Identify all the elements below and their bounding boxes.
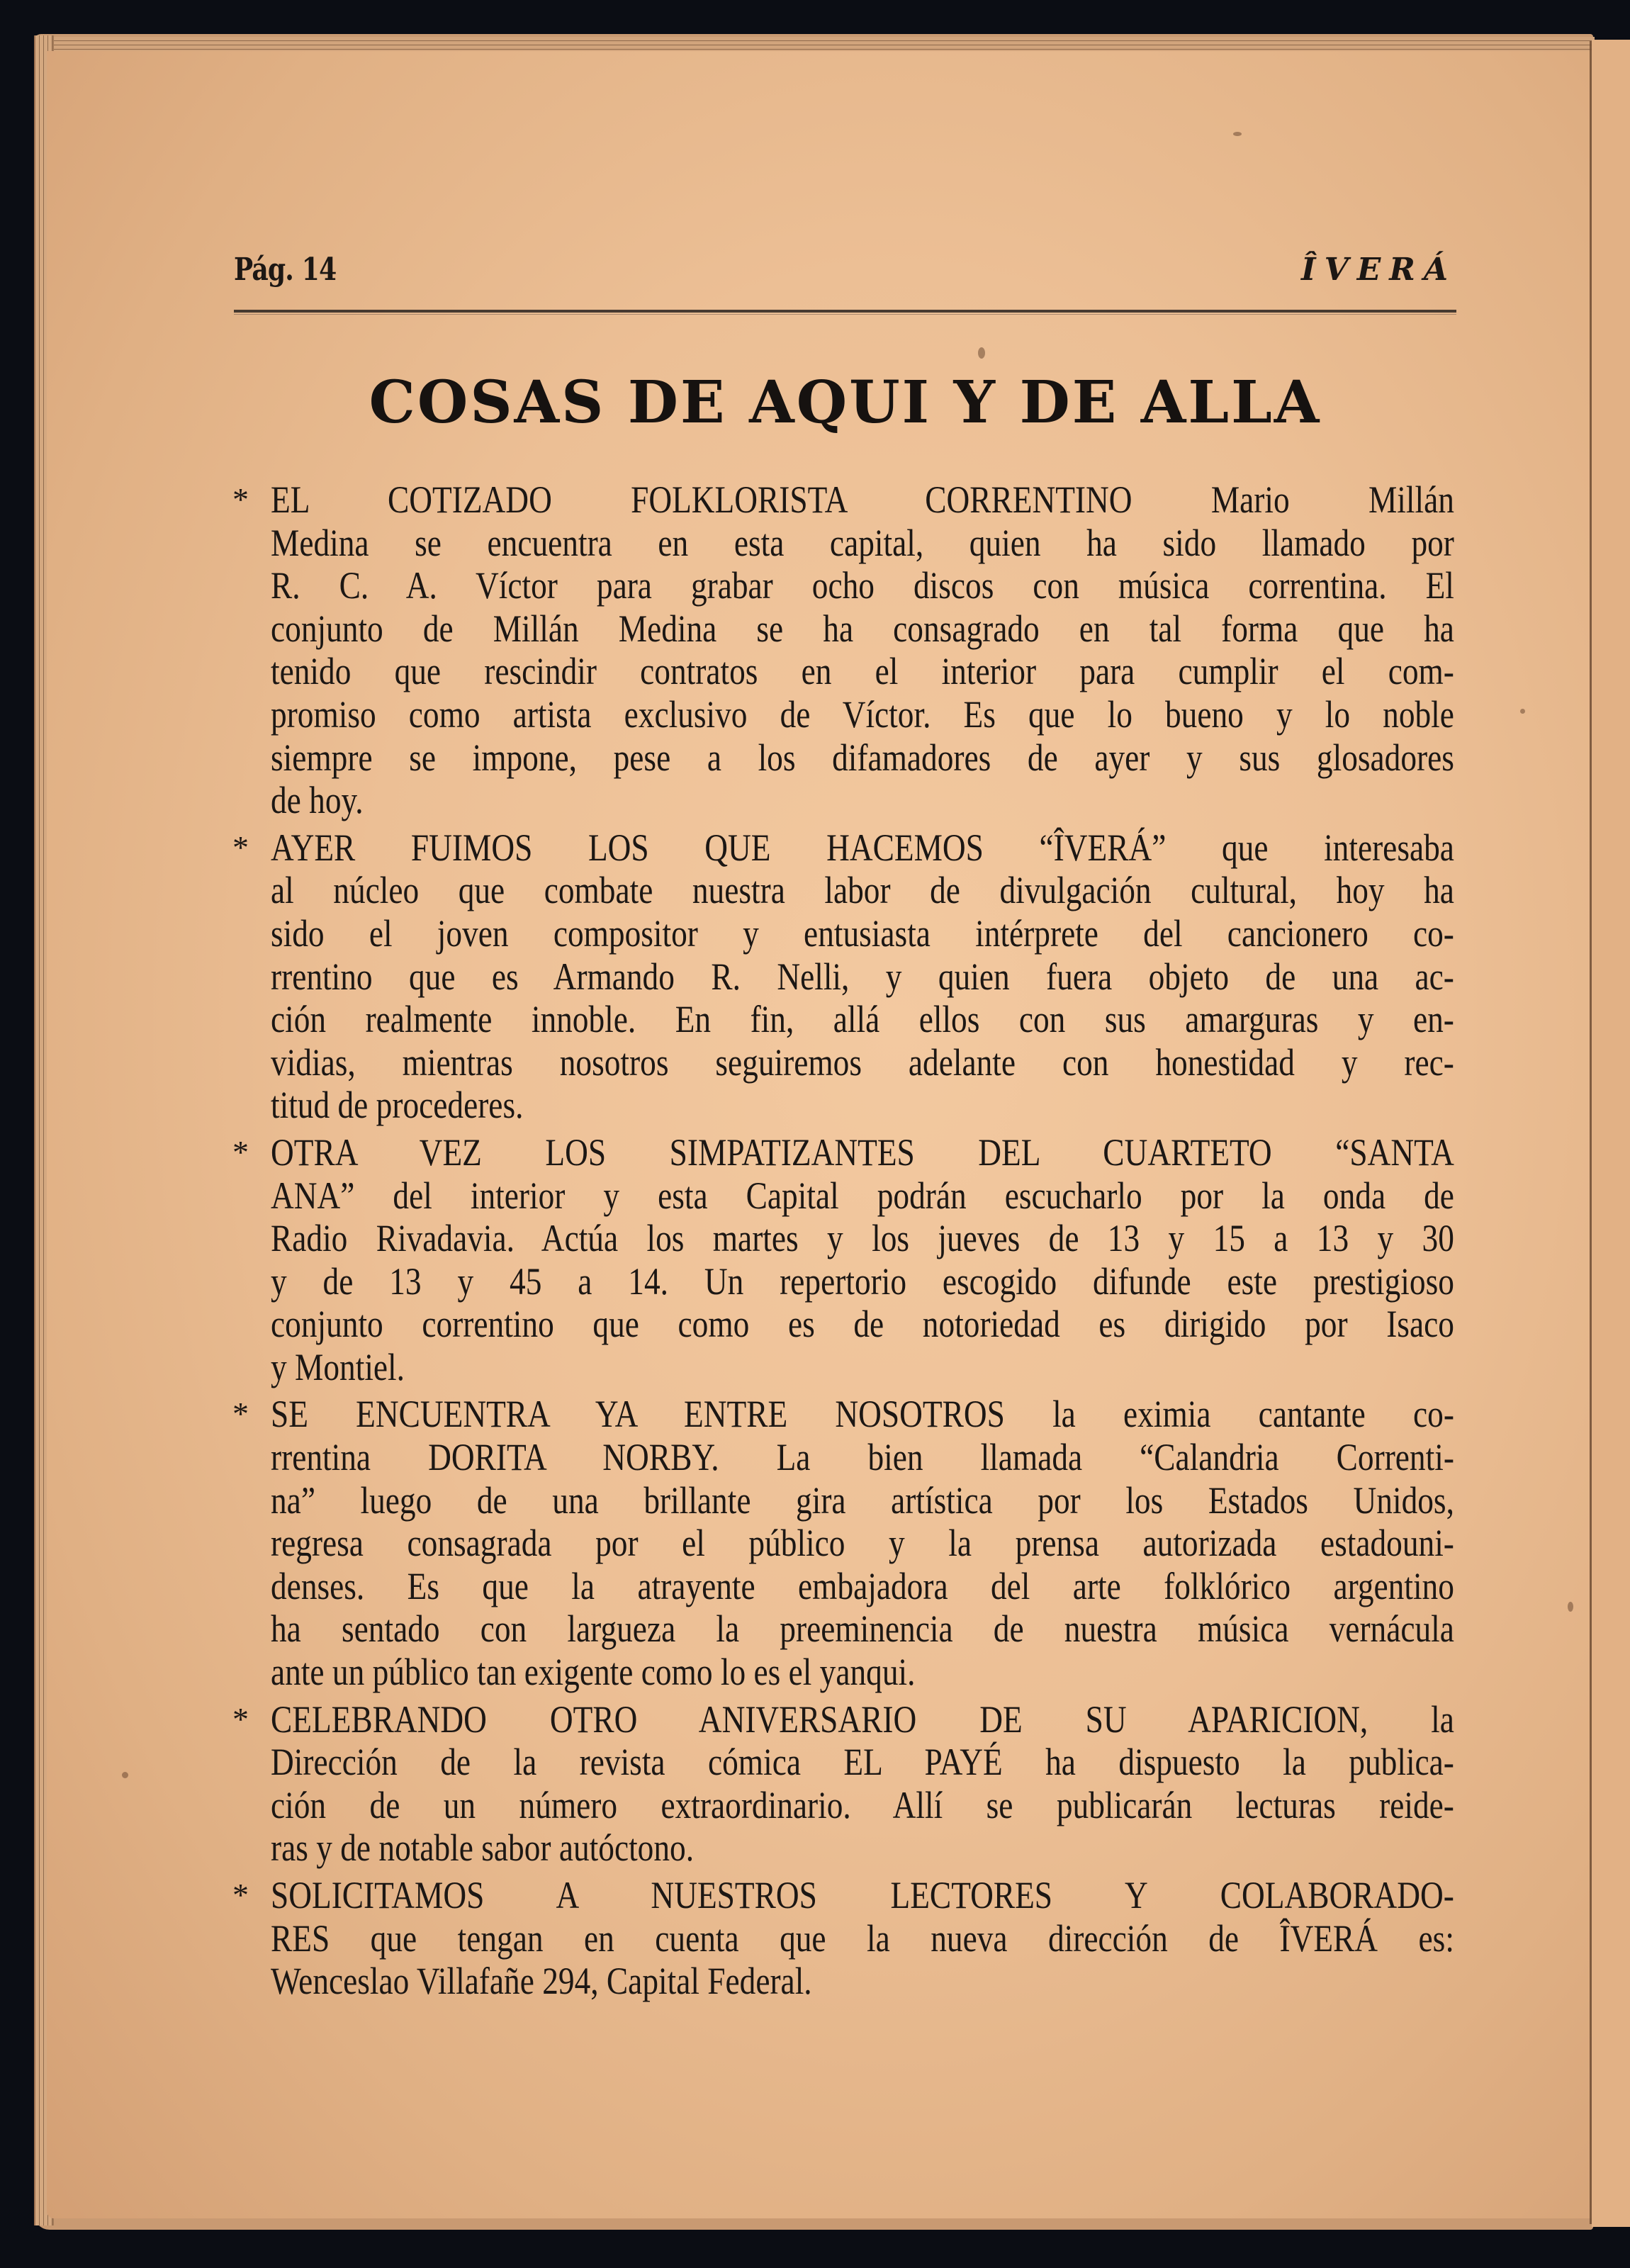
text-line: EL COTIZADO FOLKLORISTA CORRENTINO Mario Millán bbox=[271, 478, 1454, 521]
paper-speck bbox=[122, 1772, 128, 1778]
asterisk-bullet-icon: * bbox=[232, 481, 249, 517]
page-number: Pág. 14 bbox=[234, 252, 337, 288]
page-top-edge bbox=[43, 37, 1595, 51]
news-item bbox=[234, 1131, 1456, 1389]
paper-speck bbox=[1568, 1602, 1573, 1612]
asterisk-bullet-icon: * bbox=[232, 1133, 249, 1170]
text-line: ción de un número extraordinario. Allí se publicarán lecturas reide- bbox=[271, 1783, 1454, 1826]
text-line: Medina se encuentra en esta capital, quien ha sido llamado por bbox=[271, 521, 1454, 564]
text-line: ANA” del interior y esta Capital podrán escucharlo por la onda de bbox=[271, 1174, 1454, 1217]
text-line: y Montiel. bbox=[271, 1345, 405, 1388]
text-line: regresa consagrada por el público y la prensa autorizada estadouni- bbox=[271, 1522, 1454, 1565]
news-item bbox=[234, 1874, 1456, 2003]
news-item bbox=[234, 1698, 1456, 1870]
text-line: OTRA VEZ LOS SIMPATIZANTES DEL CUARTETO “SANTA bbox=[271, 1130, 1454, 1174]
article-body bbox=[234, 478, 1456, 2007]
text-line: SE ENCUENTRA YA ENTRE NOSOTROS la eximia cantante co- bbox=[271, 1393, 1454, 1436]
header-rule bbox=[234, 310, 1456, 313]
text-line: sido el joven compositor y entusiasta intérprete del cancionero co- bbox=[271, 911, 1454, 955]
paper-speck bbox=[978, 347, 985, 359]
asterisk-bullet-icon: * bbox=[232, 1877, 249, 1913]
text-line: rrentina DORITA NORBY. La bien llamada “Calandria Correnti- bbox=[271, 1436, 1454, 1479]
paper-speck bbox=[1520, 709, 1525, 714]
masthead: ÎVERÁ bbox=[1301, 252, 1456, 288]
text-line: AYER FUIMOS LOS QUE HACEMOS “ÎVERÁ” que interesaba bbox=[271, 826, 1454, 869]
text-line: CELEBRANDO OTRO ANIVERSARIO DE SU APARICION, la bbox=[271, 1697, 1454, 1741]
text-line: Dirección de la revista cómica EL PAYÉ ha dispuesto la publica- bbox=[271, 1741, 1454, 1784]
news-item bbox=[234, 826, 1456, 1127]
text-line: conjunto correntino que como es de notoriedad es dirigido por Isaco bbox=[271, 1303, 1454, 1346]
asterisk-bullet-icon: * bbox=[232, 829, 249, 865]
text-line: ras y de notable sabor autóctono. bbox=[271, 1826, 695, 1870]
text-line: rrentino que es Armando R. Nelli, y quien fuera objeto de una ac- bbox=[271, 955, 1454, 998]
text-line: y de 13 y 45 a 14. Un repertorio escogido difunde este prestigioso bbox=[271, 1259, 1454, 1303]
news-item bbox=[234, 478, 1456, 822]
article-title: COSAS DE AQUI Y DE ALLA bbox=[369, 369, 1322, 437]
asterisk-bullet-icon: * bbox=[232, 1700, 249, 1737]
text-line: ha sentado con largueza la preeminencia de nuestra música vernácula bbox=[271, 1607, 1454, 1651]
news-item bbox=[234, 1393, 1456, 1693]
text-line: RES que tengan en cuenta que la nueva dirección de ÎVERÁ es: bbox=[271, 1916, 1454, 1960]
page-content bbox=[232, 252, 1456, 2003]
text-line: promiso como artista exclusivo de Víctor. Es que lo bueno y lo noble bbox=[271, 692, 1454, 736]
text-line: conjunto de Millán Medina se ha consagrado en tal forma que ha bbox=[271, 607, 1454, 650]
text-line: ante un público tan exigente como lo es el yanqui. bbox=[271, 1651, 916, 1694]
running-header bbox=[234, 252, 1456, 301]
paper-speck bbox=[1233, 132, 1242, 136]
next-page-edge bbox=[1592, 40, 1630, 2227]
text-line: R. C. A. Víctor para grabar ocho discos con música correntina. El bbox=[271, 564, 1454, 607]
header-rule-shadow bbox=[234, 314, 1456, 315]
text-line: vidias, mientras nosotros seguiremos adelante con honestidad y rec- bbox=[271, 1040, 1454, 1084]
gutter-line bbox=[1590, 41, 1592, 2224]
text-line: al núcleo que combate nuestra labor de divulgación cultural, hoy ha bbox=[271, 869, 1454, 912]
text-line: titud de procederes. bbox=[271, 1084, 524, 1127]
text-line: siempre se impone, pese a los difamadores de ayer y sus glosadores bbox=[271, 736, 1454, 779]
text-line: SOLICITAMOS A NUESTROS LECTORES Y COLABORADO- bbox=[271, 1874, 1454, 1916]
text-line: denses. Es que la atrayente embajadora del arte folklórico argentino bbox=[271, 1564, 1454, 1607]
text-line: na” luego de una brillante gira artística por los Estados Unidos, bbox=[271, 1478, 1454, 1522]
text-line: ción realmente innoble. En fin, allá ellos con sus amarguras y en- bbox=[271, 998, 1454, 1041]
text-line: Radio Rivadavia. Actúa los martes y los jueves de 13 y 15 a 13 y 30 bbox=[271, 1217, 1454, 1260]
asterisk-bullet-icon: * bbox=[232, 1396, 249, 1432]
text-line: Wenceslao Villafañe 294, Capital Federal. bbox=[271, 1960, 812, 2003]
text-line: de hoy. bbox=[271, 779, 364, 822]
text-line: tenido que rescindir contratos en el interior para cumplir el com- bbox=[271, 650, 1454, 693]
